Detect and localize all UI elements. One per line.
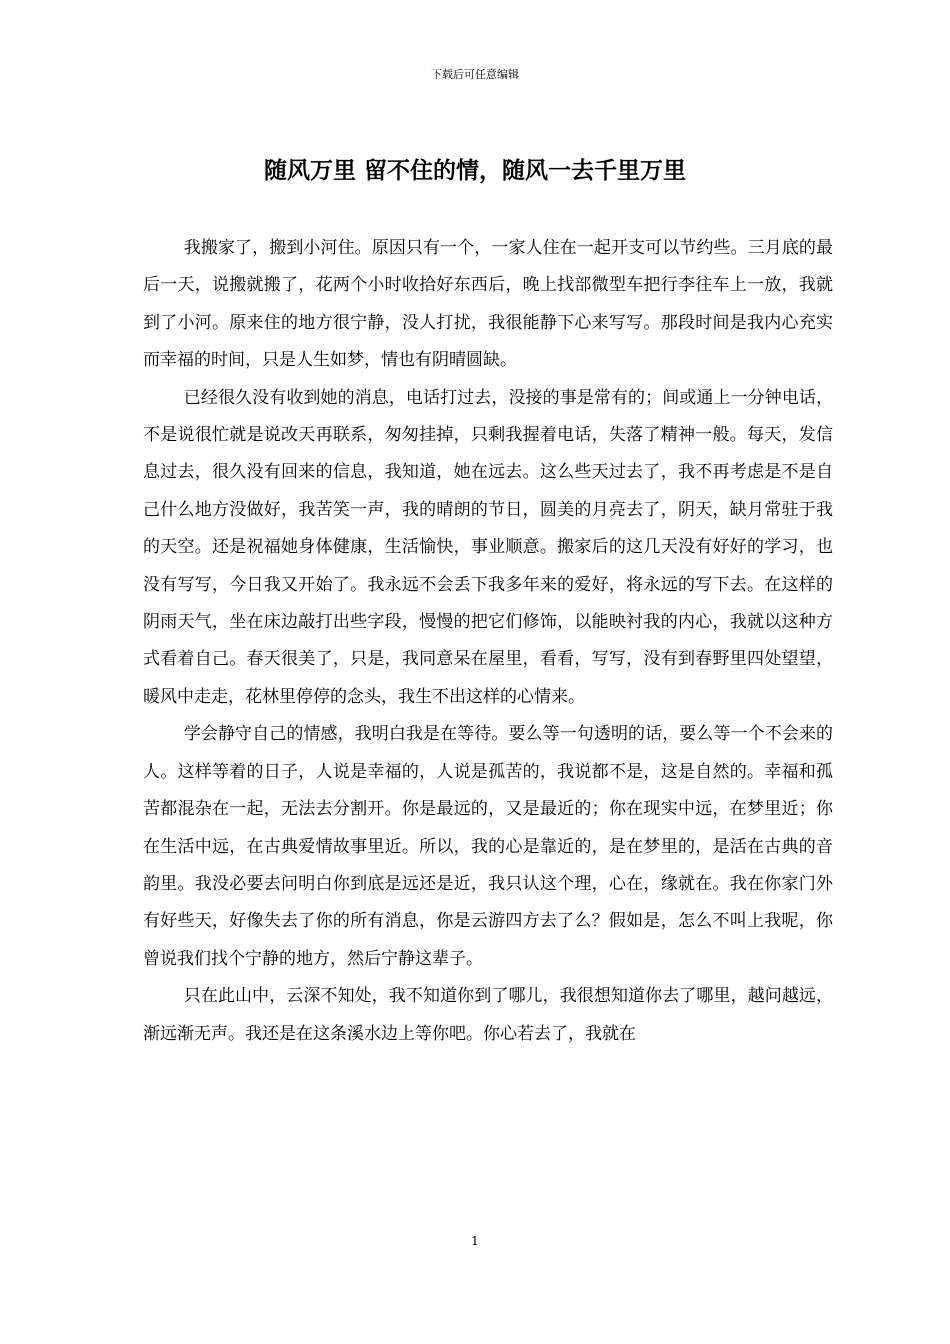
document-title: 随风万里 留不住的情，随风一去千里万里 xyxy=(263,158,686,184)
paragraph: 学会静守自己的情感，我明白我是在等待。要么等一句透明的话，要么等一个不会来的人。这样等着的日子，人说是幸福的，人说是孤苦的，我说都不是，这是自然的。幸福和孤苦都混杂在一起，无法去分割开。你是最远的，又是最近的；你在现实中远，在梦里近；你在生活中远，在古典爱情故事里近。所以，我的心是靠近的，是在梦里的，是活在古典的音韵里。我没必要去问明白你到底是远还是近，我只认这个理，心在，缘就在。我在你家门外有好些天，好像失去了你的所有消息，你是云游四方去了么？假如是，怎么不叫上我呢，你曾说我们找个宁静的地方，然后宁静这辈子。 xyxy=(143,724,833,969)
page-header-note: 下载后可任意编辑 xyxy=(431,68,519,81)
document-body xyxy=(143,230,833,1053)
paragraph: 我搬家了，搬到小河住。原因只有一个，一家人住在一起开支可以节约些。三月底的最后一天，说搬就搬了，花两个小时收拾好东西后，晚上找部微型车把行李往车上一放，我就到了小河。原来住的地方很宁静，没人打扰，我很能静下心来写写。那段时间是我内心充实而幸福的时间，只是人生如梦，情也有阴晴圆缺。 xyxy=(143,238,833,371)
paragraph: 已经很久没有收到她的消息，电话打过去，没接的事是常有的；间或通上一分钟电话，不是说很忙就是说改天再联系，匆匆挂掉，只剩我握着电话，失落了精神一般。每天，发信息过去，很久没有回来的信息，我知道，她在远去。这么些天过去了，我不再考虑是不是自己什么地方没做好，我苦笑一声，我的晴朗的节日，圆美的月亮去了，阴天，缺月常驻于我的天空。还是祝福她身体健康，生活愉快，事业顺意。搬家后的这几天没有好好的学习，也没有写写，今日我又开始了。我永远不会丢下我多年来的爱好，将永远的写下去。在这样的阴雨天气，坐在床边敲打出些字段，慢慢的把它们修饰，以能映衬我的内心，我就以这种方式看着自己。春天很美了，只是，我同意呆在屋里，看看，写写，没有到春野里四处望望，暖风中走走，花林里停停的念头，我生不出这样的心情来。 xyxy=(143,387,833,707)
page-number: 1 xyxy=(471,1234,479,1248)
paragraph: 只在此山中，云深不知处，我不知道你到了哪儿，我很想知道你去了哪里，越问越远，渐远渐无声。我还是在这条溪水边上等你吧。你心若去了，我就在 xyxy=(143,986,833,1044)
